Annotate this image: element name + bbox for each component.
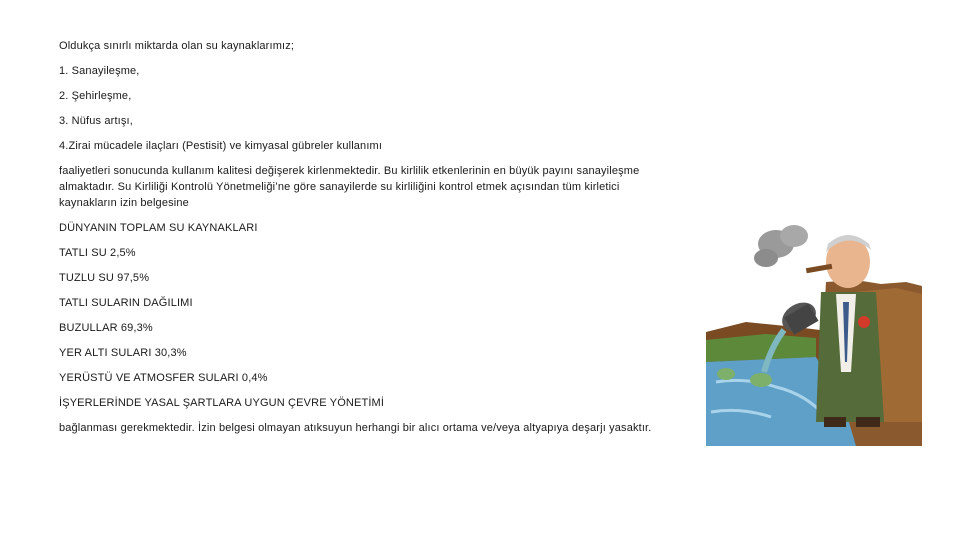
list-item-industrialization: 1. Sanayileşme, [59, 65, 140, 77]
groundwater-stat: YER ALTI SULARI 30,3% [59, 347, 187, 359]
list-item-population: 3. Nüfus artışı, [59, 115, 133, 127]
list-item-urbanization: 2. Şehirleşme, [59, 90, 132, 102]
fresh-water-stat: TATLI SU 2,5% [59, 247, 136, 259]
text-block [59, 38, 659, 445]
glaciers-stat: BUZULLAR 69,3% [59, 322, 153, 334]
illustration-svg [706, 222, 922, 446]
workplace-heading: İŞYERLERİNDE YASAL ŞARTLARA UYGUN ÇEVRE YÖNETİMİ [59, 397, 385, 409]
fresh-water-distribution-heading: TATLI SULARIN DAĞILIMI [59, 297, 193, 309]
world-water-heading: DÜNYANIN TOPLAM SU KAYNAKLARI [59, 222, 258, 234]
industrialist-polluting-water-illustration [706, 222, 922, 446]
pollution-paragraph: faaliyetleri sonucunda kullanım kalitesi değişerek kirlenmektedir. Bu kirlilik etkenlerinin en büyük payını sanayileşme almaktadır. Su Kirliliği Kontrolü Yönetmeliği’ne göre sanayilerde su kirliliğini kontrol etmek açısından tüm kirletici kaynakların izin belgesine [59, 165, 640, 209]
list-item-pesticides: 4.Zirai mücadele ilaçları (Pestisit) ve kimyasal gübreler kullanımı [59, 140, 383, 152]
surface-atmosphere-stat: YERÜSTÜ VE ATMOSFER SULARI 0,4% [59, 372, 268, 384]
salt-water-stat: TUZLU SU 97,5% [59, 272, 150, 284]
intro-text: Oldukça sınırlı miktarda olan su kaynaklarımız; [59, 40, 295, 52]
closing-paragraph: bağlanması gerekmektedir. İzin belgesi olmayan atıksuyun herhangi bir alıcı ortama ve/veya altyapıya deşarjı yasaktır. [59, 422, 652, 434]
